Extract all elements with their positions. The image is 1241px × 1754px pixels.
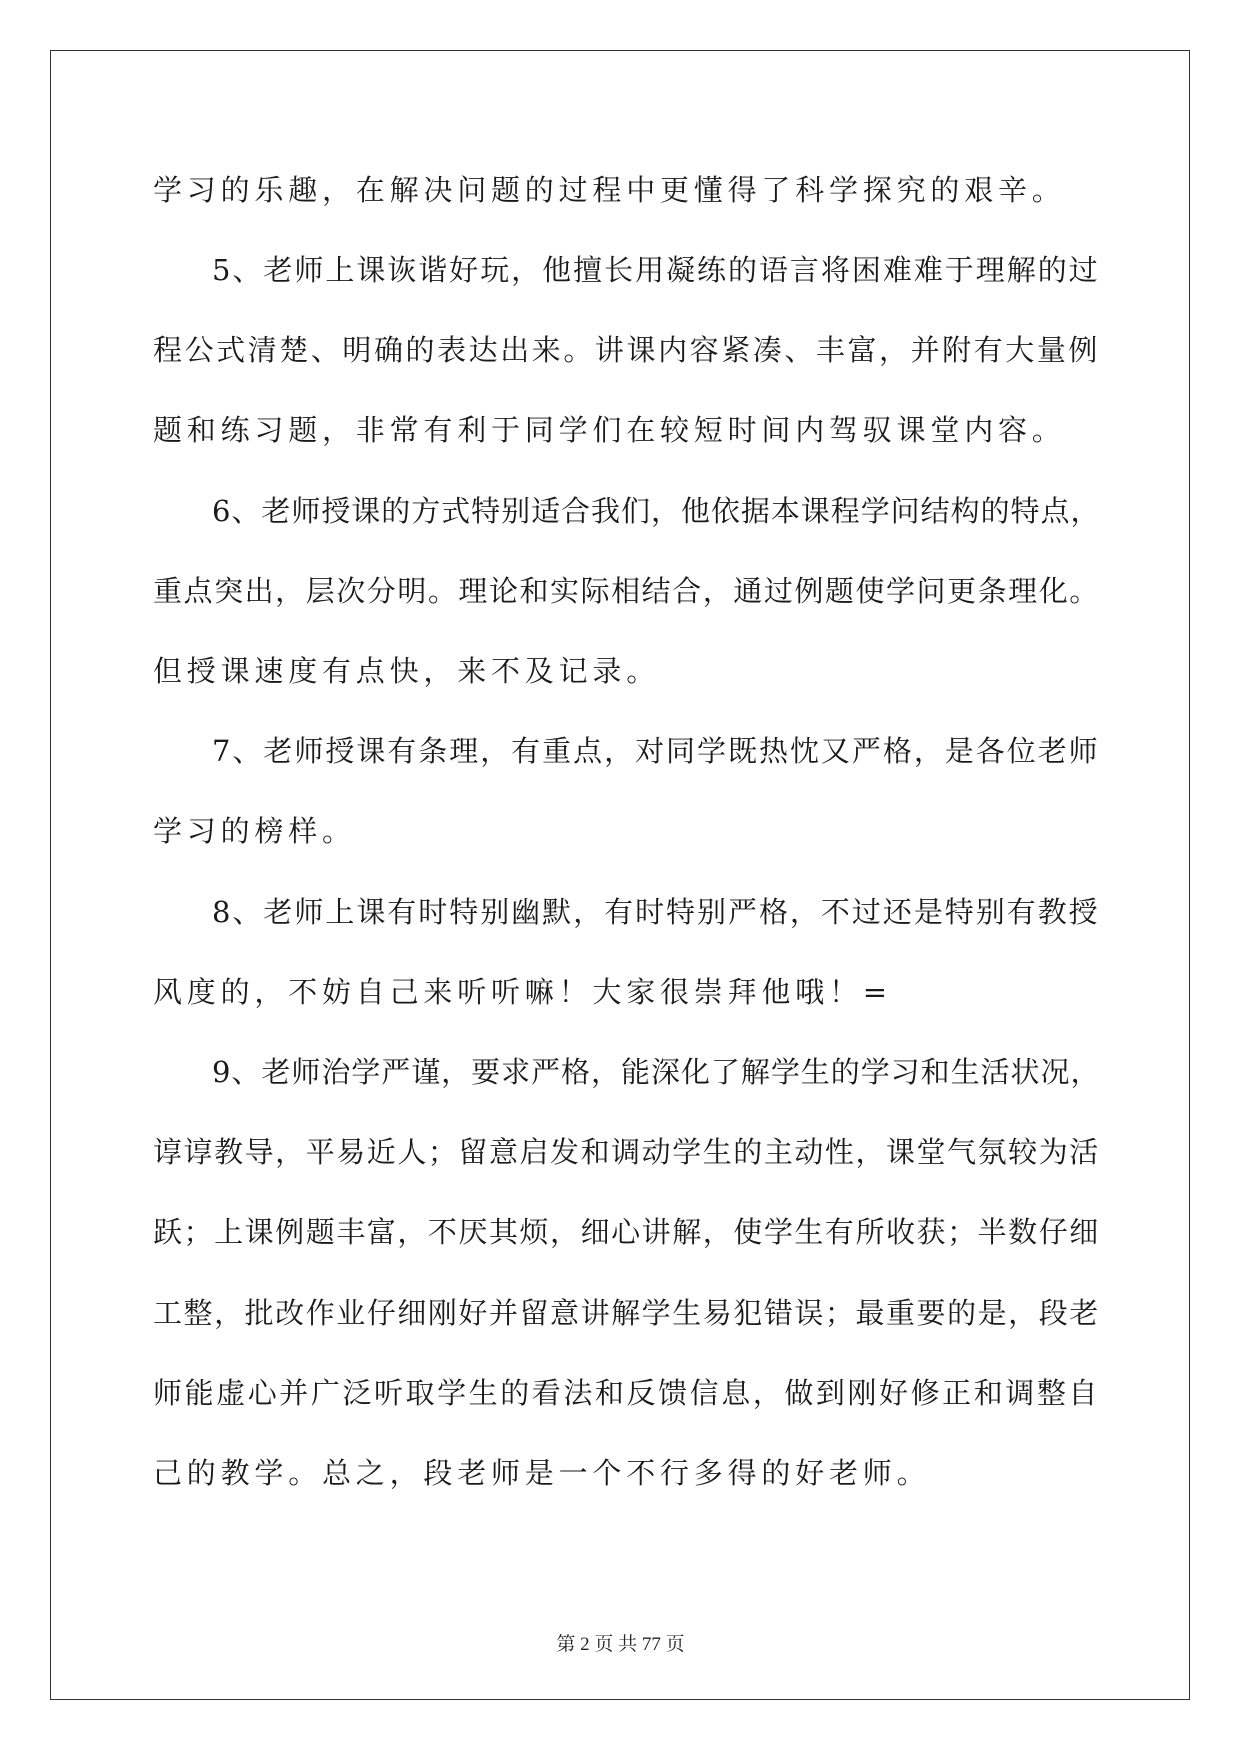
text-line: 程公式清楚、明确的表达出来。讲课内容紧凑、丰富，并附有大量例 bbox=[153, 333, 1101, 367]
text-line: 重点突出，层次分明。理论和实际相结合，通过例题使学问更条理化。 bbox=[153, 574, 1100, 608]
text-line: 风度的，不妨自己来听听嘛！大家很崇拜他哦！= bbox=[153, 975, 892, 1009]
page-footer bbox=[0, 1632, 1241, 1657]
text-line: 5、老师上课诙谐好玩，他擅长用凝练的语言将困难难于理解的过 bbox=[212, 253, 1100, 287]
text-line: 己的教学。总之，段老师是一个不行多得的好老师。 bbox=[153, 1456, 931, 1490]
text-line: 8、老师上课有时特别幽默，有时特别严格，不过还是特别有教授 bbox=[212, 895, 1100, 929]
text-line: 谆谆教导，平易近人；留意启发和调动学生的主动性，课堂气氛较为活 bbox=[153, 1135, 1100, 1169]
text-line: 学习的乐趣，在解决问题的过程中更懂得了科学探究的艰辛。 bbox=[153, 173, 1066, 207]
text-line: 题和练习题，非常有利于同学们在较短时间内驾驭课堂内容。 bbox=[153, 413, 1066, 447]
text-line: 但授课速度有点快，来不及记录。 bbox=[153, 654, 661, 688]
text-line: 学习的榜样。 bbox=[153, 814, 356, 848]
text-line: 7、老师授课有条理，有重点，对同学既热忱又严格，是各位老师 bbox=[212, 734, 1100, 768]
text-line: 6、老师授课的方式特别适合我们，他依据本课程学问结构的特点， bbox=[212, 494, 1101, 528]
text-line: 工整，批改作业仔细刚好并留意讲解学生易犯错误；最重要的是，段老 bbox=[153, 1296, 1100, 1330]
page-number: 第 2 页 共 77 页 bbox=[556, 1634, 685, 1655]
text-line: 9、老师治学严谨，要求严格，能深化了解学生的学习和生活状况， bbox=[212, 1055, 1101, 1089]
text-line: 师能虚心并广泛听取学生的看法和反馈信息，做到刚好修正和调整自 bbox=[153, 1376, 1101, 1410]
text-line: 跃；上课例题丰富，不厌其烦，细心讲解，使学生有所收获；半数仔细 bbox=[153, 1215, 1100, 1249]
